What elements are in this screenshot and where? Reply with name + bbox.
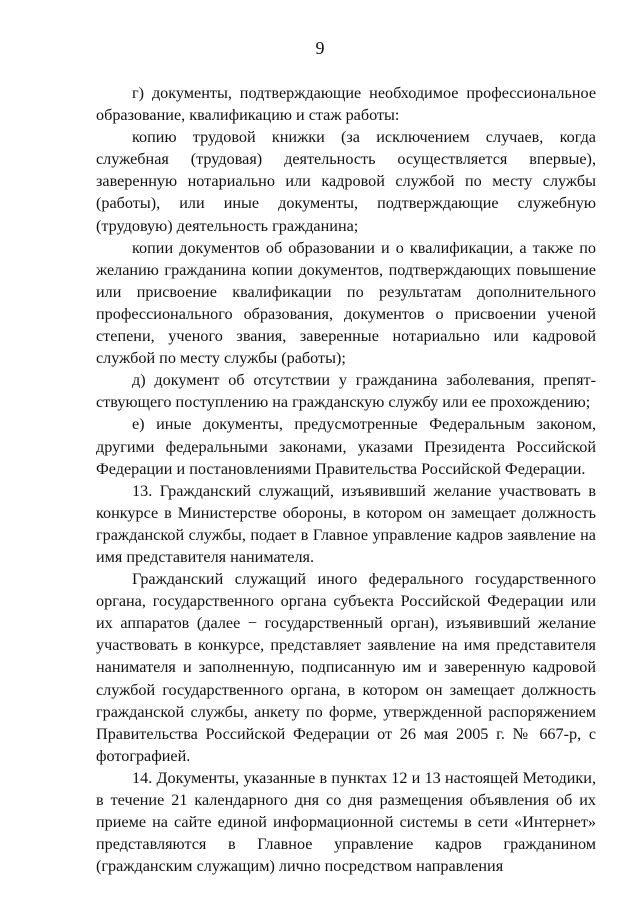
paragraph-education-documents: копии документов об образовании и о квалификации, а также по желанию гражданина копии документов, подтверждающих повышение или присвоение квалификации по результатам дополнительного профессионального образования, документов о присвоении ученой степени, ученого звания, заверенные нотариально или кадровой службой по месту службы (работы); (96, 238, 596, 368)
paragraph-item-e: е) иные документы, предусмотренные Федеральным законом, другими федеральными законами, указами Президента Российской Федерации и постановлениями Правительства Российской Федерации. (96, 415, 596, 478)
paragraph-13: 13. Гражданский служащий, изъявивший желание участвовать в конкурсе в Министерстве обороны, в котором он замещает должность гражданской службы, подает в Главное управление кадров заявление на имя представителя нанимателя. (96, 481, 596, 566)
paragraph-13-other-agency: Гражданский служащий иного федерального государственного органа, государственного органа субъекта Российской Федерации или их аппаратов (далее − государственный орган), изъявивший желание участвовать в конкурсе, представляет заявление на имя представителя нанимателя и заполненную, подписанную им и заверенную кадровой службой государственного органа, в котором он замещает должность гражданской службы, анкету по форме, утвержденной распоряжением Правительства Российской Федерации от 26 мая 2005 г. № 667-р, с фотографией. (96, 570, 596, 765)
paragraph-item-g: г) документы, подтверждающие необходимое профессиональное образование, квалификацию и стаж работы: (96, 84, 596, 125)
body-text (96, 82, 596, 877)
paragraph-item-d: д) документ об отсутствии у гражданина заболевания, препятствующего поступлению на гражданскую службу или ее прохождению; (96, 371, 596, 412)
paragraph-14: 14. Документы, указанные в пунктах 12 и 13 настоящей Методики, в течение 21 календарного дня со дня размещения объявления об их приеме на сайте единой информационной системы в сети «Интернет» представляются в Главное управление кадров гражданином (гражданским служащим) лично посредством направления (96, 768, 596, 876)
paragraph-work-record-copy: копию трудовой книжки (за исключением случаев, когда служебная (трудовая) деятельность осуществляется впервые), заверенную нотариально или кадровой службой по месту службы (работы), или иные документы, подтверждающие служебную (трудовую) деятельность гражданина; (96, 128, 596, 235)
page-number: 9 (315, 38, 325, 58)
